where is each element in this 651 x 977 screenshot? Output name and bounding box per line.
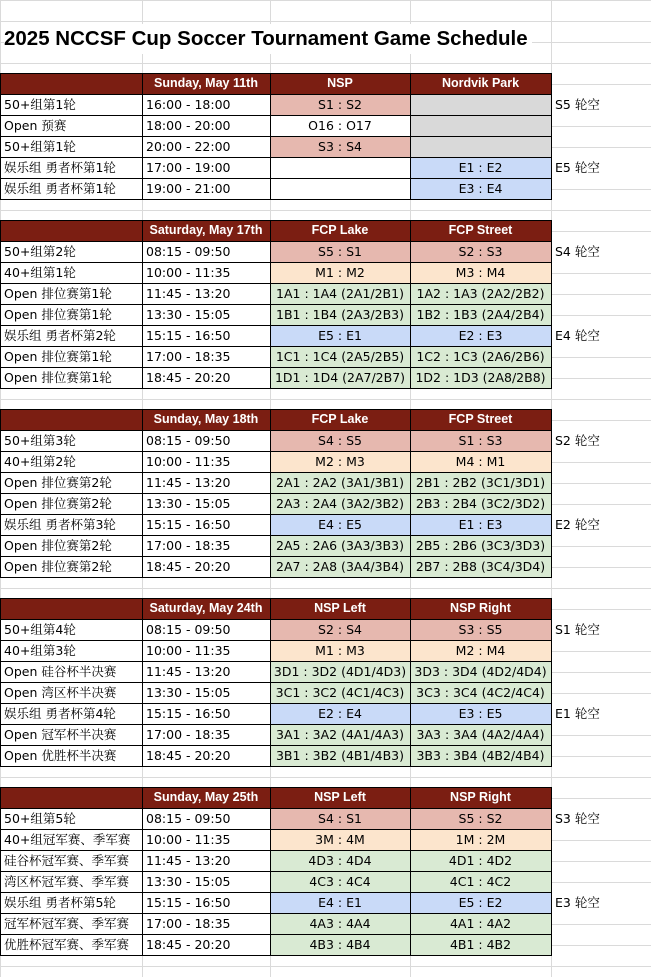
game-label[interactable]: Open 排位赛第2轮 xyxy=(0,472,142,493)
match-field2[interactable]: 4D1 : 4D2 xyxy=(410,850,551,871)
game-label[interactable]: 50+组第1轮 xyxy=(0,94,142,115)
game-time[interactable]: 08:15 - 09:50 xyxy=(142,808,270,829)
game-label[interactable]: 娱乐组 勇者杯第1轮 xyxy=(0,157,142,178)
game-time[interactable]: 11:45 - 13:20 xyxy=(142,283,270,304)
match-field1[interactable]: S3 : S4 xyxy=(270,136,410,157)
game-label[interactable]: Open 排位赛第2轮 xyxy=(0,535,142,556)
match-field1[interactable]: M1 : M2 xyxy=(270,262,410,283)
game-time[interactable]: 18:45 - 20:20 xyxy=(142,934,270,955)
match-field1[interactable]: E2 : E4 xyxy=(270,703,410,724)
match-field1[interactable]: E4 : E5 xyxy=(270,514,410,535)
game-time[interactable]: 13:30 - 15:05 xyxy=(142,304,270,325)
page-title[interactable]: 2025 NCCSF Cup Soccer Tournament Game Schedule xyxy=(4,24,532,54)
game-label[interactable]: Open 排位赛第1轮 xyxy=(0,346,142,367)
bye-note[interactable]: E4 轮空 xyxy=(551,325,651,346)
gridline-row xyxy=(0,21,651,22)
gridline-row xyxy=(0,777,651,778)
game-time[interactable]: 11:45 - 13:20 xyxy=(142,661,270,682)
match-field2[interactable]: S2 : S3 xyxy=(410,241,551,262)
header-field1[interactable]: FCP Lake xyxy=(270,409,410,430)
match-field1[interactable]: S4 : S5 xyxy=(270,430,410,451)
game-time[interactable]: 11:45 - 13:20 xyxy=(142,472,270,493)
match-field1[interactable]: 3D1 : 3D2 (4D1/4D3) xyxy=(270,661,410,682)
match-field1[interactable]: 2A3 : 2A4 (3A2/3B2) xyxy=(270,493,410,514)
game-label[interactable]: 硅谷杯冠军赛、季军赛 xyxy=(0,850,142,871)
match-field1[interactable]: 3M : 4M xyxy=(270,829,410,850)
header-date[interactable]: Saturday, May 24th xyxy=(142,598,270,619)
game-label[interactable]: Open 排位赛第2轮 xyxy=(0,493,142,514)
bye-note[interactable]: E3 轮空 xyxy=(551,892,651,913)
game-label[interactable]: Open 排位赛第1轮 xyxy=(0,283,142,304)
game-label[interactable]: Open 优胜杯半决赛 xyxy=(0,745,142,766)
game-label[interactable]: 优胜杯冠军赛、季军赛 xyxy=(0,934,142,955)
match-field2[interactable]: S1 : S3 xyxy=(410,430,551,451)
game-label[interactable]: 娱乐组 勇者杯第3轮 xyxy=(0,514,142,535)
match-field2[interactable]: M4 : M1 xyxy=(410,451,551,472)
match-field1[interactable]: M1 : M3 xyxy=(270,640,410,661)
game-time[interactable]: 08:15 - 09:50 xyxy=(142,430,270,451)
match-field2[interactable]: 3D3 : 3D4 (4D2/4D4) xyxy=(410,661,551,682)
match-field2[interactable]: 1D2 : 1D3 (2A8/2B8) xyxy=(410,367,551,388)
header-field1[interactable]: FCP Lake xyxy=(270,220,410,241)
match-field2[interactable]: 4C1 : 4C2 xyxy=(410,871,551,892)
match-field2[interactable]: E5 : E2 xyxy=(410,892,551,913)
match-field2[interactable]: E3 : E4 xyxy=(410,178,551,199)
match-field2[interactable]: M3 : M4 xyxy=(410,262,551,283)
game-label[interactable]: 50+组第3轮 xyxy=(0,430,142,451)
match-field2[interactable]: 4A1 : 4A2 xyxy=(410,913,551,934)
match-field1[interactable]: 1D1 : 1D4 (2A7/2B7) xyxy=(270,367,410,388)
game-label[interactable]: 50+组第1轮 xyxy=(0,136,142,157)
gridline-row xyxy=(0,0,651,1)
match-field2[interactable]: 1A2 : 1A3 (2A2/2B2) xyxy=(410,283,551,304)
game-time[interactable]: 11:45 - 13:20 xyxy=(142,850,270,871)
game-time[interactable]: 18:45 - 20:20 xyxy=(142,367,270,388)
game-label[interactable]: 40+组冠军赛、季军赛 xyxy=(0,829,142,850)
match-field1[interactable]: S5 : S1 xyxy=(270,241,410,262)
game-label[interactable]: 冠军杯冠军赛、季军赛 xyxy=(0,913,142,934)
game-time[interactable]: 15:15 - 16:50 xyxy=(142,514,270,535)
game-label[interactable]: Open 排位赛第2轮 xyxy=(0,556,142,577)
match-field2[interactable]: 3C3 : 3C4 (4C2/4C4) xyxy=(410,682,551,703)
header-field2[interactable]: NSP Right xyxy=(410,598,551,619)
game-label[interactable]: Open 预赛 xyxy=(0,115,142,136)
gridline-col xyxy=(551,0,552,977)
game-label[interactable]: 娱乐组 勇者杯第1轮 xyxy=(0,178,142,199)
match-field2[interactable]: E3 : E5 xyxy=(410,703,551,724)
match-field1[interactable]: 1C1 : 1C4 (2A5/2B5) xyxy=(270,346,410,367)
match-field2[interactable]: M2 : M4 xyxy=(410,640,551,661)
match-field1[interactable]: E5 : E1 xyxy=(270,325,410,346)
match-field1[interactable]: 4A3 : 4A4 xyxy=(270,913,410,934)
game-time[interactable]: 15:15 - 16:50 xyxy=(142,703,270,724)
game-time[interactable]: 13:30 - 15:05 xyxy=(142,682,270,703)
game-time[interactable]: 10:00 - 11:35 xyxy=(142,451,270,472)
game-time[interactable]: 17:00 - 18:35 xyxy=(142,346,270,367)
match-field1[interactable]: 2A5 : 2A6 (3A3/3B3) xyxy=(270,535,410,556)
match-field1[interactable]: M2 : M3 xyxy=(270,451,410,472)
header-field1[interactable]: NSP Left xyxy=(270,598,410,619)
match-field2[interactable]: E2 : E3 xyxy=(410,325,551,346)
bye-note[interactable]: S3 轮空 xyxy=(551,808,651,829)
game-label[interactable]: Open 排位赛第1轮 xyxy=(0,367,142,388)
header-date[interactable]: Sunday, May 25th xyxy=(142,787,270,808)
match-field1[interactable] xyxy=(270,178,410,199)
game-time[interactable]: 17:00 - 18:35 xyxy=(142,724,270,745)
match-field2[interactable]: 3A3 : 3A4 (4A2/4A4) xyxy=(410,724,551,745)
game-time[interactable]: 08:15 - 09:50 xyxy=(142,241,270,262)
game-time[interactable]: 13:30 - 15:05 xyxy=(142,493,270,514)
match-field2[interactable]: 3B3 : 3B4 (4B2/4B4) xyxy=(410,745,551,766)
header-label-cell[interactable] xyxy=(0,598,142,619)
game-label[interactable]: 40+组第2轮 xyxy=(0,451,142,472)
match-field1[interactable] xyxy=(270,157,410,178)
game-time[interactable]: 19:00 - 21:00 xyxy=(142,178,270,199)
match-field2[interactable]: 2B5 : 2B6 (3C3/3D3) xyxy=(410,535,551,556)
gridline-row xyxy=(0,399,651,400)
gridline-row xyxy=(0,966,651,967)
game-label[interactable]: 娱乐组 勇者杯第4轮 xyxy=(0,703,142,724)
match-field1[interactable]: 2A7 : 2A8 (3A4/3B4) xyxy=(270,556,410,577)
match-field1[interactable]: 1B1 : 1B4 (2A3/2B3) xyxy=(270,304,410,325)
match-field2[interactable]: 1B2 : 1B3 (2A4/2B4) xyxy=(410,304,551,325)
game-time[interactable]: 10:00 - 11:35 xyxy=(142,829,270,850)
gridline-row xyxy=(0,588,651,589)
game-time[interactable]: 08:15 - 09:50 xyxy=(142,619,270,640)
match-field2[interactable]: 4B1 : 4B2 xyxy=(410,934,551,955)
game-time[interactable]: 10:00 - 11:35 xyxy=(142,640,270,661)
game-time[interactable]: 20:00 - 22:00 xyxy=(142,136,270,157)
match-field2[interactable]: S5 : S2 xyxy=(410,808,551,829)
header-field2[interactable]: NSP Right xyxy=(410,787,551,808)
game-time[interactable]: 13:30 - 15:05 xyxy=(142,871,270,892)
game-time[interactable]: 17:00 - 19:00 xyxy=(142,157,270,178)
game-label[interactable]: Open 硅谷杯半决赛 xyxy=(0,661,142,682)
header-label-cell[interactable] xyxy=(0,220,142,241)
game-label[interactable]: 娱乐组 勇者杯第2轮 xyxy=(0,325,142,346)
match-field1[interactable]: 4B3 : 4B4 xyxy=(270,934,410,955)
match-field1[interactable]: 4D3 : 4D4 xyxy=(270,850,410,871)
match-field2[interactable] xyxy=(410,136,551,157)
match-field2[interactable]: 2B3 : 2B4 (3C2/3D2) xyxy=(410,493,551,514)
match-field1[interactable]: 2A1 : 2A2 (3A1/3B1) xyxy=(270,472,410,493)
bye-note[interactable]: S1 轮空 xyxy=(551,619,651,640)
header-field1[interactable]: NSP Left xyxy=(270,787,410,808)
header-field2[interactable]: FCP Street xyxy=(410,220,551,241)
game-label[interactable]: 50+组第2轮 xyxy=(0,241,142,262)
header-label-cell[interactable] xyxy=(0,409,142,430)
header-date[interactable]: Sunday, May 11th xyxy=(142,73,270,94)
header-label-cell[interactable] xyxy=(0,73,142,94)
match-field2[interactable]: 1M : 2M xyxy=(410,829,551,850)
match-field1[interactable]: 4C3 : 4C4 xyxy=(270,871,410,892)
game-label[interactable]: 湾区杯冠军赛、季军赛 xyxy=(0,871,142,892)
bye-note[interactable]: S2 轮空 xyxy=(551,430,651,451)
header-label-cell[interactable] xyxy=(0,787,142,808)
game-label[interactable]: Open 湾区杯半决赛 xyxy=(0,682,142,703)
bye-note[interactable]: E2 轮空 xyxy=(551,514,651,535)
match-field1[interactable]: S1 : S2 xyxy=(270,94,410,115)
match-field2[interactable]: E1 : E3 xyxy=(410,514,551,535)
game-time[interactable]: 10:00 - 11:35 xyxy=(142,262,270,283)
header-field2[interactable]: Nordvik Park xyxy=(410,73,551,94)
bye-note[interactable]: S5 轮空 xyxy=(551,94,651,115)
gridline-row xyxy=(0,63,651,64)
game-label[interactable]: Open 排位赛第1轮 xyxy=(0,304,142,325)
bye-note[interactable]: E1 轮空 xyxy=(551,703,651,724)
gridline-row xyxy=(0,210,651,211)
game-label[interactable]: 40+组第1轮 xyxy=(0,262,142,283)
header-date[interactable]: Saturday, May 17th xyxy=(142,220,270,241)
game-label[interactable]: 40+组第3轮 xyxy=(0,640,142,661)
header-field1[interactable]: NSP xyxy=(270,73,410,94)
game-time[interactable]: 15:15 - 16:50 xyxy=(142,892,270,913)
game-label[interactable]: 娱乐组 勇者杯第5轮 xyxy=(0,892,142,913)
match-field1[interactable]: 3B1 : 3B2 (4B1/4B3) xyxy=(270,745,410,766)
game-label[interactable]: 50+组第4轮 xyxy=(0,619,142,640)
match-field1[interactable]: O16 : O17 xyxy=(270,115,410,136)
game-time[interactable]: 15:15 - 16:50 xyxy=(142,325,270,346)
match-field2[interactable]: 1C2 : 1C3 (2A6/2B6) xyxy=(410,346,551,367)
match-field1[interactable]: E4 : E1 xyxy=(270,892,410,913)
game-label[interactable]: Open 冠军杯半决赛 xyxy=(0,724,142,745)
game-time[interactable]: 16:00 - 18:00 xyxy=(142,94,270,115)
match-field2[interactable]: E1 : E2 xyxy=(410,157,551,178)
match-field1[interactable]: 3A1 : 3A2 (4A1/4A3) xyxy=(270,724,410,745)
match-field2[interactable]: 2B7 : 2B8 (3C4/3D4) xyxy=(410,556,551,577)
match-field2[interactable] xyxy=(410,115,551,136)
game-time[interactable]: 18:45 - 20:20 xyxy=(142,556,270,577)
match-field2[interactable]: S3 : S5 xyxy=(410,619,551,640)
match-field1[interactable]: S4 : S1 xyxy=(270,808,410,829)
bye-note[interactable]: E5 轮空 xyxy=(551,157,651,178)
game-time[interactable]: 18:45 - 20:20 xyxy=(142,745,270,766)
match-field2[interactable]: 2B1 : 2B2 (3C1/3D1) xyxy=(410,472,551,493)
header-date[interactable]: Sunday, May 18th xyxy=(142,409,270,430)
header-field2[interactable]: FCP Street xyxy=(410,409,551,430)
match-field1[interactable]: S2 : S4 xyxy=(270,619,410,640)
game-label[interactable]: 50+组第5轮 xyxy=(0,808,142,829)
game-time[interactable]: 17:00 - 18:35 xyxy=(142,913,270,934)
bye-note[interactable]: S4 轮空 xyxy=(551,241,651,262)
match-field1[interactable]: 1A1 : 1A4 (2A1/2B1) xyxy=(270,283,410,304)
match-field1[interactable]: 3C1 : 3C2 (4C1/4C3) xyxy=(270,682,410,703)
game-time[interactable]: 17:00 - 18:35 xyxy=(142,535,270,556)
game-time[interactable]: 18:00 - 20:00 xyxy=(142,115,270,136)
match-field2[interactable] xyxy=(410,94,551,115)
